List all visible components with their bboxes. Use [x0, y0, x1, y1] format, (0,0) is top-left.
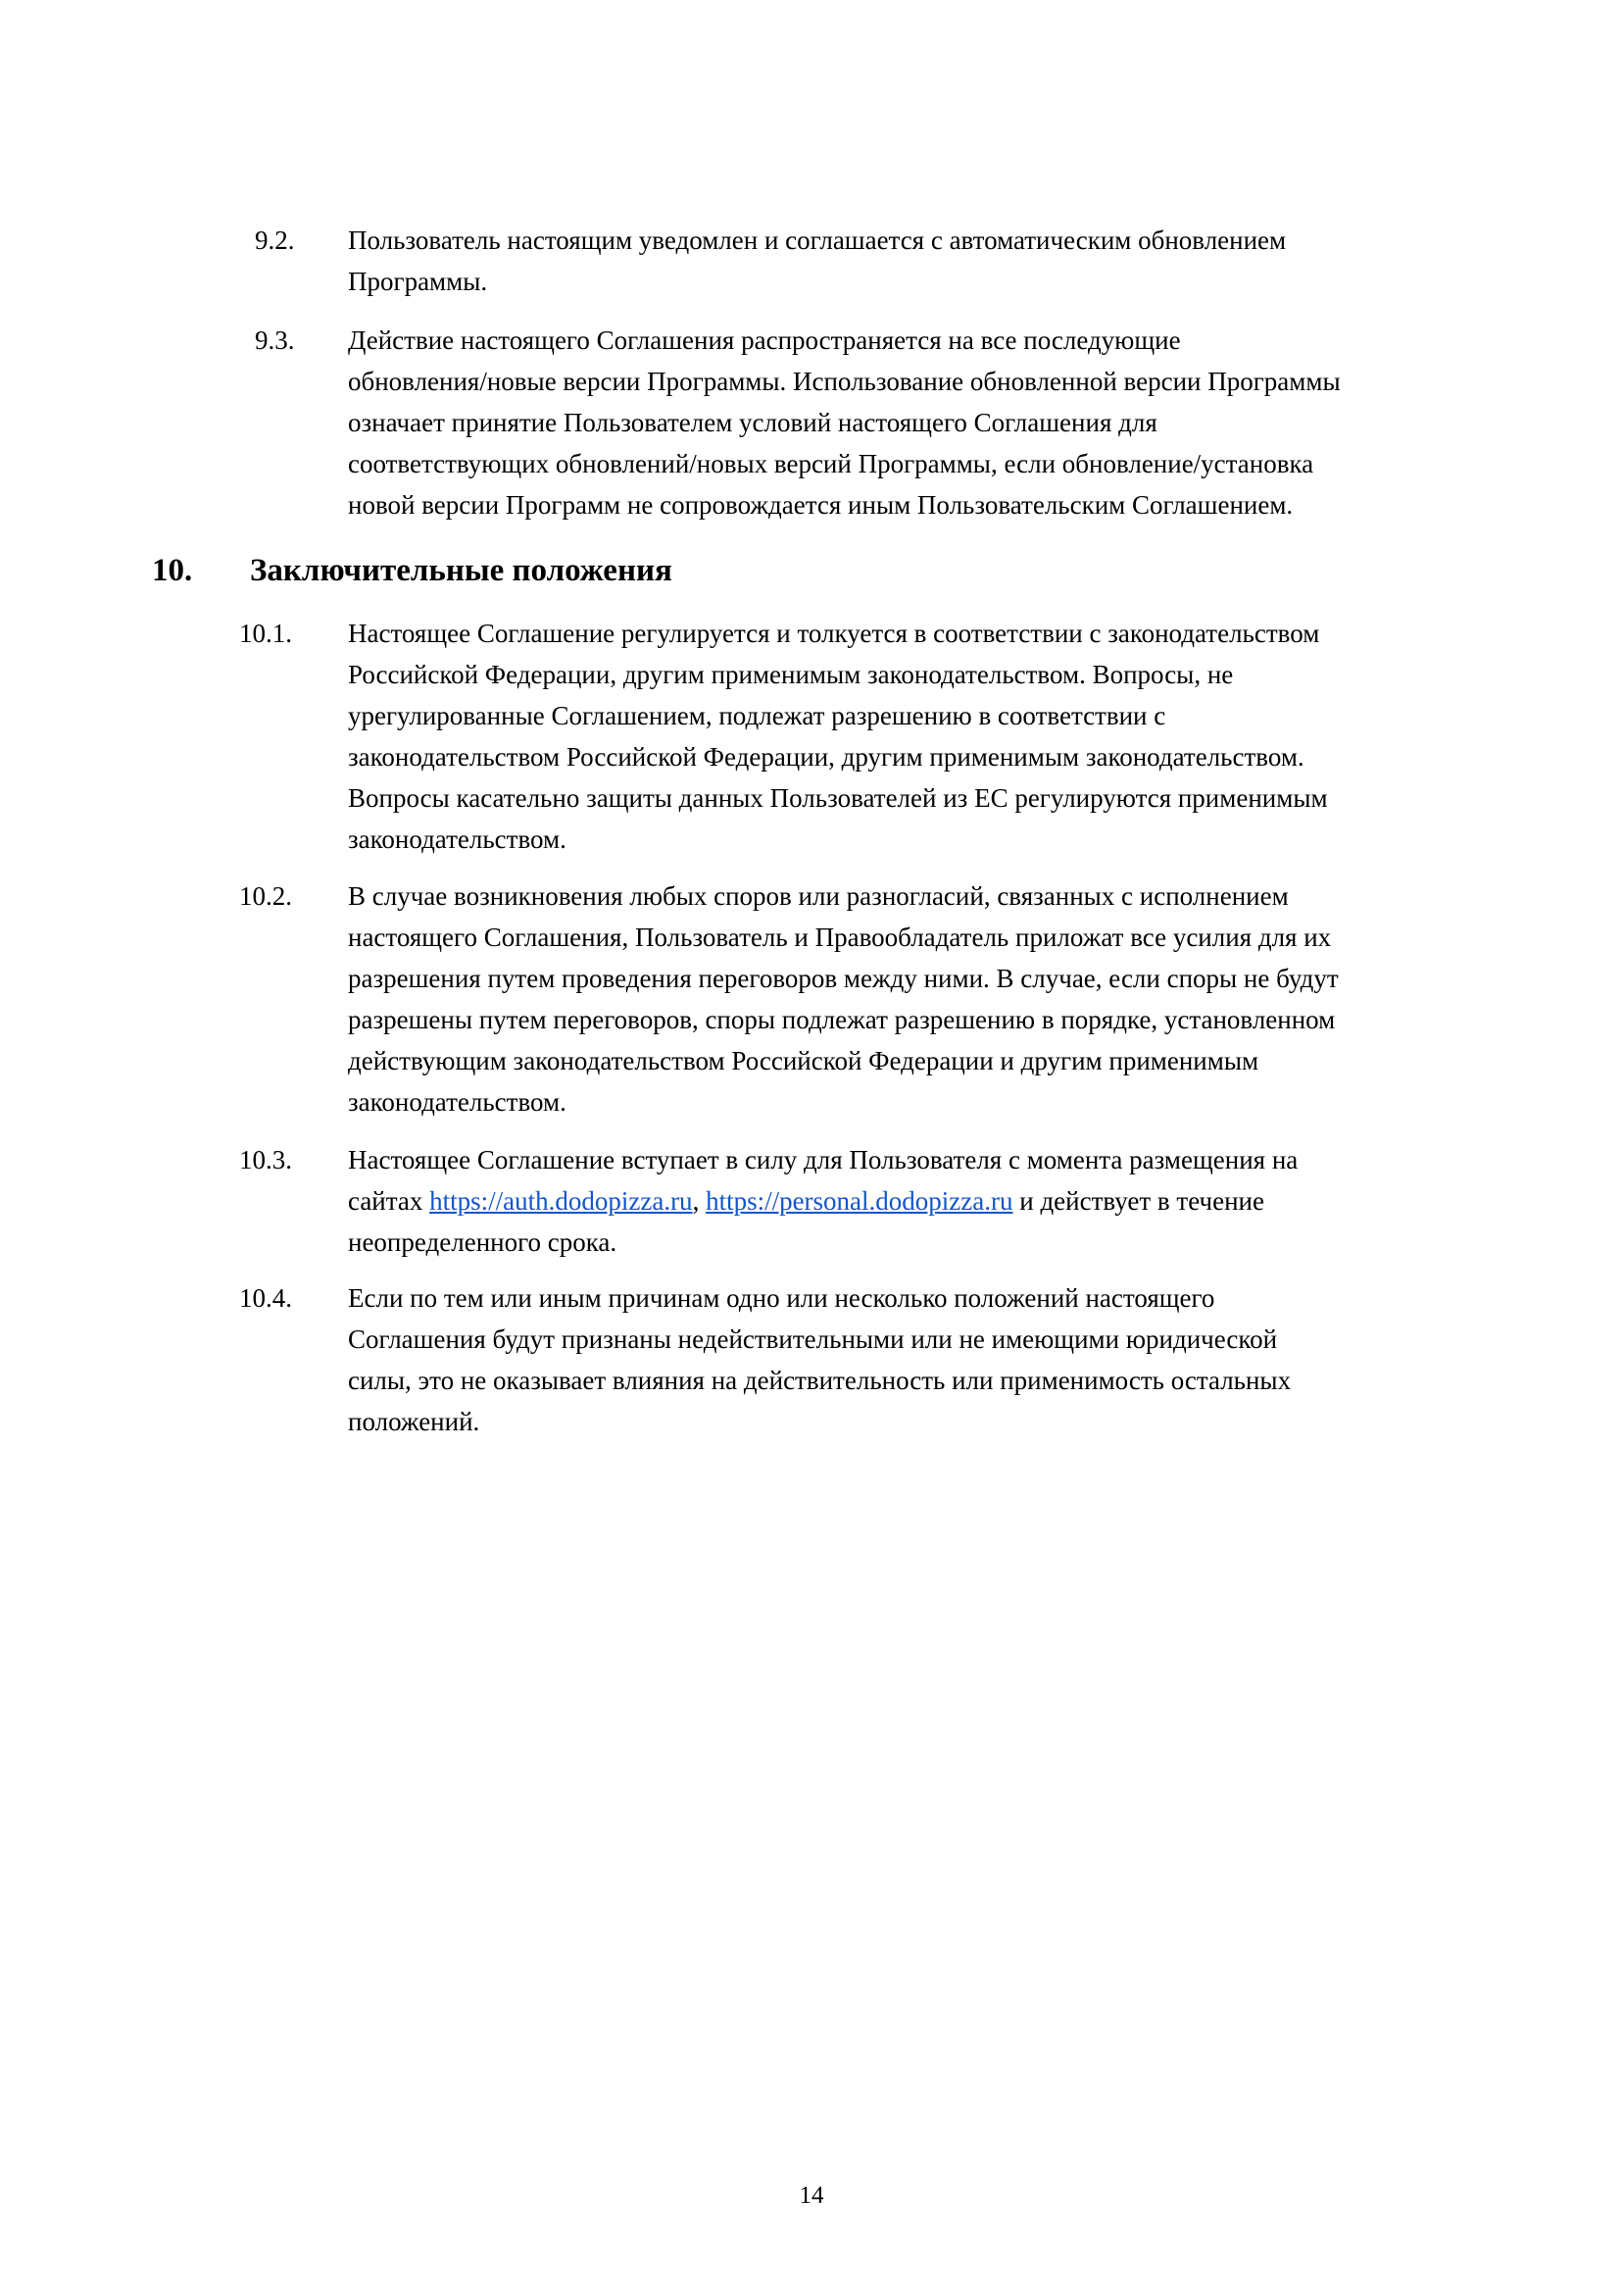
clause-line: урегулированные Соглашением, подлежат разрешению в соответствии с: [348, 701, 1166, 730]
clause-line: Пользователь настоящим уведомлен и соглашается с автоматическим обновлением: [348, 225, 1287, 255]
clause-number: 10.4.: [239, 1283, 292, 1313]
clause-line: неопределенного срока.: [348, 1227, 617, 1257]
clause-line: законодательством.: [348, 1087, 566, 1117]
clause-line: Программы.: [348, 267, 488, 296]
clause-line: обновления/новые версии Программы. Использование обновленной версии Программы: [348, 367, 1341, 396]
clause-line: означает принятие Пользователем условий настоящего Соглашения для: [348, 408, 1157, 437]
clause-line: законодательством Российской Федерации, другим применимым законодательством.: [348, 742, 1304, 772]
clause-number: 10.1.: [239, 619, 292, 648]
clause-line: Российской Федерации, другим применимым законодательством. Вопросы, не: [348, 660, 1234, 689]
clause-text: [348, 1277, 1495, 1442]
section-heading: [0, 547, 1623, 594]
personal-site-link[interactable]: https://personal.dodopizza.ru: [706, 1186, 1013, 1216]
clause-line: действующим законодательством Российской Федерации и другим применимым: [348, 1046, 1259, 1075]
clause-line: разрешения путем проведения переговоров между ними. В случае, если споры не будут: [348, 964, 1339, 993]
section-title: Заключительные положения: [250, 553, 672, 588]
clause-line: соответствующих обновлений/новых версий Программы, если обновление/установка: [348, 449, 1314, 478]
clause-line: Соглашения будут признаны недействительными или не имеющими юридической: [348, 1324, 1278, 1354]
clause-line: Если по тем или иным причинам одно или несколько положений настоящего: [348, 1283, 1215, 1313]
line-suffix: и действует в течение: [1012, 1186, 1264, 1216]
clause-line-with-links: [348, 1180, 1495, 1222]
clause-number: 9.2.: [255, 225, 295, 255]
line-prefix: сайтах: [348, 1186, 430, 1216]
clause-line: положений.: [348, 1407, 480, 1436]
clause-number: 9.3.: [255, 325, 295, 355]
clause-line: Настоящее Соглашение регулируется и толкуется в соответствии с законодательством: [348, 619, 1320, 648]
link-separator: ,: [692, 1186, 707, 1216]
clause-line: силы, это не оказывает влияния на действительность или применимость остальных: [348, 1366, 1292, 1395]
clause-text: [348, 220, 1495, 302]
section-number: 10.: [152, 553, 193, 588]
page-number: 14: [799, 2182, 824, 2209]
clause-line: разрешены путем переговоров, споры подлежат разрешению в порядке, установленном: [348, 1005, 1336, 1034]
clause-line: законодательством.: [348, 824, 566, 854]
clause-number: 10.3.: [239, 1145, 292, 1174]
clause-line: настоящего Соглашения, Пользователь и Правообладатель приложат все усилия для их: [348, 923, 1332, 952]
clause-text: [348, 320, 1495, 525]
clause-line: Вопросы касательно защиты данных Пользователей из ЕС регулируются применимым: [348, 783, 1328, 813]
clause-text: [348, 613, 1495, 860]
clause-text: [348, 1139, 1495, 1263]
clause-number: 10.2.: [239, 881, 292, 911]
clause-line: новой версии Программ не сопровождается иным Пользовательским Соглашением.: [348, 490, 1294, 520]
clause-line: В случае возникновения любых споров или разногласий, связанных с исполнением: [348, 881, 1289, 911]
clause-line: Действие настоящего Соглашения распространяется на все последующие: [348, 325, 1181, 355]
clause-line: Настоящее Соглашение вступает в силу для Пользователя с момента размещения на: [348, 1145, 1299, 1174]
clause-text: [348, 875, 1495, 1123]
auth-site-link[interactable]: https://auth.dodopizza.ru: [429, 1186, 693, 1216]
